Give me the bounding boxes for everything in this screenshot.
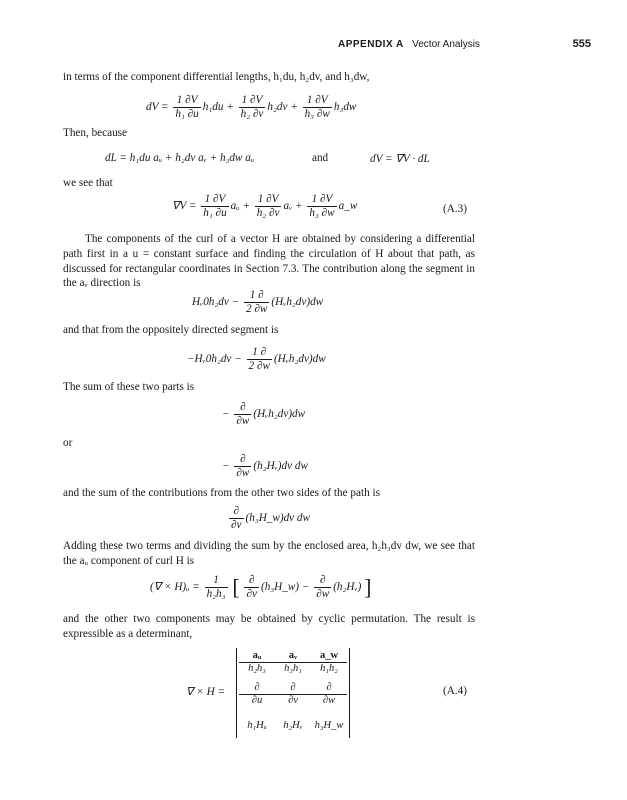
fraction: ∂ ∂v xyxy=(246,574,257,600)
running-header xyxy=(338,39,480,50)
paragraph-6: The sum of these two parts is xyxy=(63,381,195,393)
fraction: $\frac{1 \partial V}{\text{h₂ ∂v}}$ xyxy=(256,193,280,219)
fraction: ∂ ∂w xyxy=(236,453,250,479)
matrix-cell: h₂Hᵥ xyxy=(283,720,303,731)
matrix-cell: a_w h₁h₂ xyxy=(311,650,347,675)
fraction: ∂ ∂w xyxy=(236,401,250,427)
equation-segment-1: Hᵥ0h₂dv − $\frac{1 \partial}{2 \partial w}$ (Hᵥh₂dv)dw xyxy=(192,289,324,315)
matrix-cell: h₁Hᵤ xyxy=(247,720,267,731)
fraction: $\frac{1}{\text{h₂h₃}}$ xyxy=(206,574,226,600)
fraction: $\frac{1 \partial V}{\text{h₃ ∂w}}$ xyxy=(304,94,330,120)
matrix-cell: ∂ ∂w xyxy=(311,682,347,707)
matrix-cell: h₃H_w xyxy=(314,720,344,731)
matrix-cell: aᵤ h₂h₃ xyxy=(239,650,275,675)
fraction: $\frac{1 \partial}{2 \partial w}$ xyxy=(246,289,268,315)
section-title: Vector Analysis xyxy=(412,39,480,50)
paragraph-8: and the sum of the contributions from the other two sides of the path is xyxy=(63,487,380,499)
equation-curl-u: (∇ × H)ᵤ = $\frac{1}{\text{h₂h₃}}$ [ ∂ ∂v (h₃H_w) − ∂ ∂w (h₂Hᵥ) ] xyxy=(150,574,372,600)
equation-dV-grad: dV = ∇V · dL xyxy=(370,153,430,165)
paragraph-2: Then, because xyxy=(63,127,127,139)
equation-dL: dL = h₁du aᵤ + h₂dv aᵥ + h₃dw aᵤ xyxy=(105,152,255,164)
fraction: $\frac{1 \partial}{2 \partial w}$ xyxy=(248,346,270,372)
paragraph-5: and that from the oppositely directed segment is xyxy=(63,324,279,336)
equation-number-A4: (A.4) xyxy=(443,685,467,697)
equation-other-sides: ∂ ∂v (h₃H_w)dv dw xyxy=(231,505,310,531)
matrix-cell: ∂ ∂v xyxy=(275,682,311,707)
equation-dV: dV = $\frac{1 \partial V}{\text{h₁ ∂u}}$ h₁du + $\frac{1 \partial V}{\text{h₂ ∂v}}$ h₂dv + $\frac{1 \partial V}{\text{h₃ ∂w}}$ h₃dw xyxy=(146,94,357,120)
paragraph-3: we see that xyxy=(63,177,113,189)
paragraph-4: The components of the curl of a vector H are obtained by considering a differential path first in a u = constant surface and finding the circulation of H about that path, as discussed for rectangular coordinates in Section 7.3. The contribution along the segment in the aᵥ direction is xyxy=(63,233,475,290)
paragraph-7: or xyxy=(63,437,73,449)
equation-determinant-lhs: ∇ × H = xyxy=(186,686,226,698)
equation-sum: − ∂ ∂w (Hᵥh₂dv)dw xyxy=(222,401,306,427)
appendix-label: APPENDIX A xyxy=(338,39,404,50)
fraction: ∂ ∂v xyxy=(231,505,242,531)
fraction: ∂ ∂w xyxy=(316,574,330,600)
fraction: $\frac{1 \partial V}{\text{h₂ ∂v}}$ xyxy=(240,94,264,120)
equation-number-A3: (A.3) xyxy=(443,203,467,215)
fraction: $\frac{1 \partial V}{\text{h₁ ∂u}}$ xyxy=(175,94,199,120)
equation-or: − ∂ ∂w (h₂Hᵥ)dv dw xyxy=(222,453,308,479)
paragraph-1: in terms of the component differential lengths, h₁du, h₂dv, and h₃dw, xyxy=(63,71,370,83)
fraction: $\frac{1 \partial V}{\text{h₃ ∂w}}$ xyxy=(309,193,335,219)
equation-and: and xyxy=(312,152,329,164)
equation-gradient: ∇V = $\frac{1 \partial V}{\text{h₁ ∂u}}$ aᵤ + $\frac{1 \partial V}{\text{h₂ ∂v}}$ aᵥ + $\frac{1 \partial V}{\text{h₃ ∂w}}$ a_w xyxy=(172,193,358,219)
matrix-cell: ∂ ∂u xyxy=(239,682,275,707)
equation-segment-2: −Hᵥ0h₂dv − $\frac{1 \partial}{2 \partial w}$ (Hᵥh₂dv)dw xyxy=(187,346,326,372)
eq-lhs: dV = xyxy=(146,101,169,114)
fraction: $\frac{1 \partial V}{\text{h₁ ∂u}}$ xyxy=(203,193,227,219)
determinant-matrix xyxy=(236,648,350,738)
matrix-cell: aᵥ h₃h₁ xyxy=(275,650,311,675)
paragraph-10: and the other two components may be obtained by cyclic permutation. The result is expressible as a determinant, xyxy=(63,613,475,640)
paragraph-9: Adding these two terms and dividing the sum by the enclosed area, h₂h₃dv dw, we see that the aᵤ component of curl H is xyxy=(63,540,475,567)
page-number: 555 xyxy=(572,38,591,50)
